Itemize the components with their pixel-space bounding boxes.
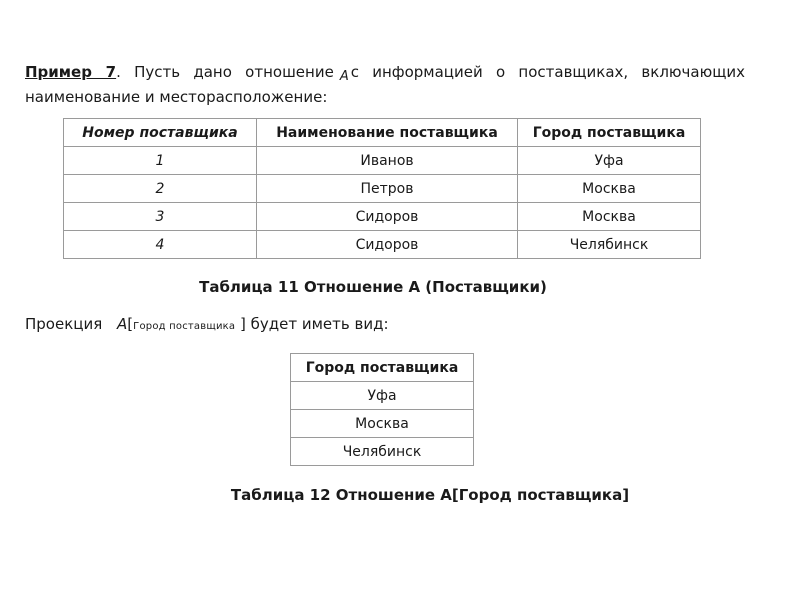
table-row <box>291 438 474 466</box>
example-label: Пример 7 <box>25 63 117 81</box>
intro-paragraph <box>25 62 745 107</box>
projection-line <box>25 315 389 333</box>
table-11-caption: Таблица 11 Отношение А (Поставщики) <box>199 278 547 296</box>
intro-text-after: с информацией о поставщиках, включающих наименование и месторасположение: <box>25 63 745 106</box>
cell-city: Уфа <box>518 147 701 175</box>
city-projection-table <box>290 353 474 466</box>
cell-number: 1 <box>64 147 257 175</box>
cell-city: Челябинск <box>518 231 701 259</box>
table-12-caption: Таблица 12 Отношение А[Город поставщика] <box>230 486 630 504</box>
cell-name: Сидоров <box>257 231 518 259</box>
header-supplier-city: Город поставщика <box>291 354 474 382</box>
table-header-row <box>64 119 701 147</box>
header-supplier-city: Город поставщика <box>518 119 701 147</box>
projection-text-before: Проекция <box>25 315 103 333</box>
cell-city: Москва <box>518 175 701 203</box>
table-row <box>64 203 701 231</box>
table-row <box>291 382 474 410</box>
suppliers-table <box>63 118 701 259</box>
intro-text-before: . Пусть дано отношение <box>116 63 334 81</box>
cell-city: Москва <box>518 203 701 231</box>
projection-bracket-close: ] <box>235 315 246 333</box>
cell-number: 2 <box>64 175 257 203</box>
cell-number: 3 <box>64 203 257 231</box>
table-row <box>64 147 701 175</box>
relation-symbol: A <box>339 69 349 84</box>
projection-text-after: будет иметь вид: <box>250 315 389 333</box>
cell-name: Сидоров <box>257 203 518 231</box>
header-supplier-number: Номер поставщика <box>64 119 257 147</box>
table-row <box>291 410 474 438</box>
projection-attribute: Город поставщика <box>133 321 236 332</box>
cell-city: Челябинск <box>291 438 474 466</box>
cell-city: Уфа <box>291 382 474 410</box>
cell-city: Москва <box>291 410 474 438</box>
table-row <box>64 175 701 203</box>
cell-name: Петров <box>257 175 518 203</box>
projection-bracket-open: [ <box>127 315 134 333</box>
table-row <box>64 231 701 259</box>
cell-number: 4 <box>64 231 257 259</box>
table-header-row <box>291 354 474 382</box>
header-supplier-name: Наименование поставщика <box>257 119 518 147</box>
cell-name: Иванов <box>257 147 518 175</box>
projection-symbol: A <box>117 315 128 333</box>
